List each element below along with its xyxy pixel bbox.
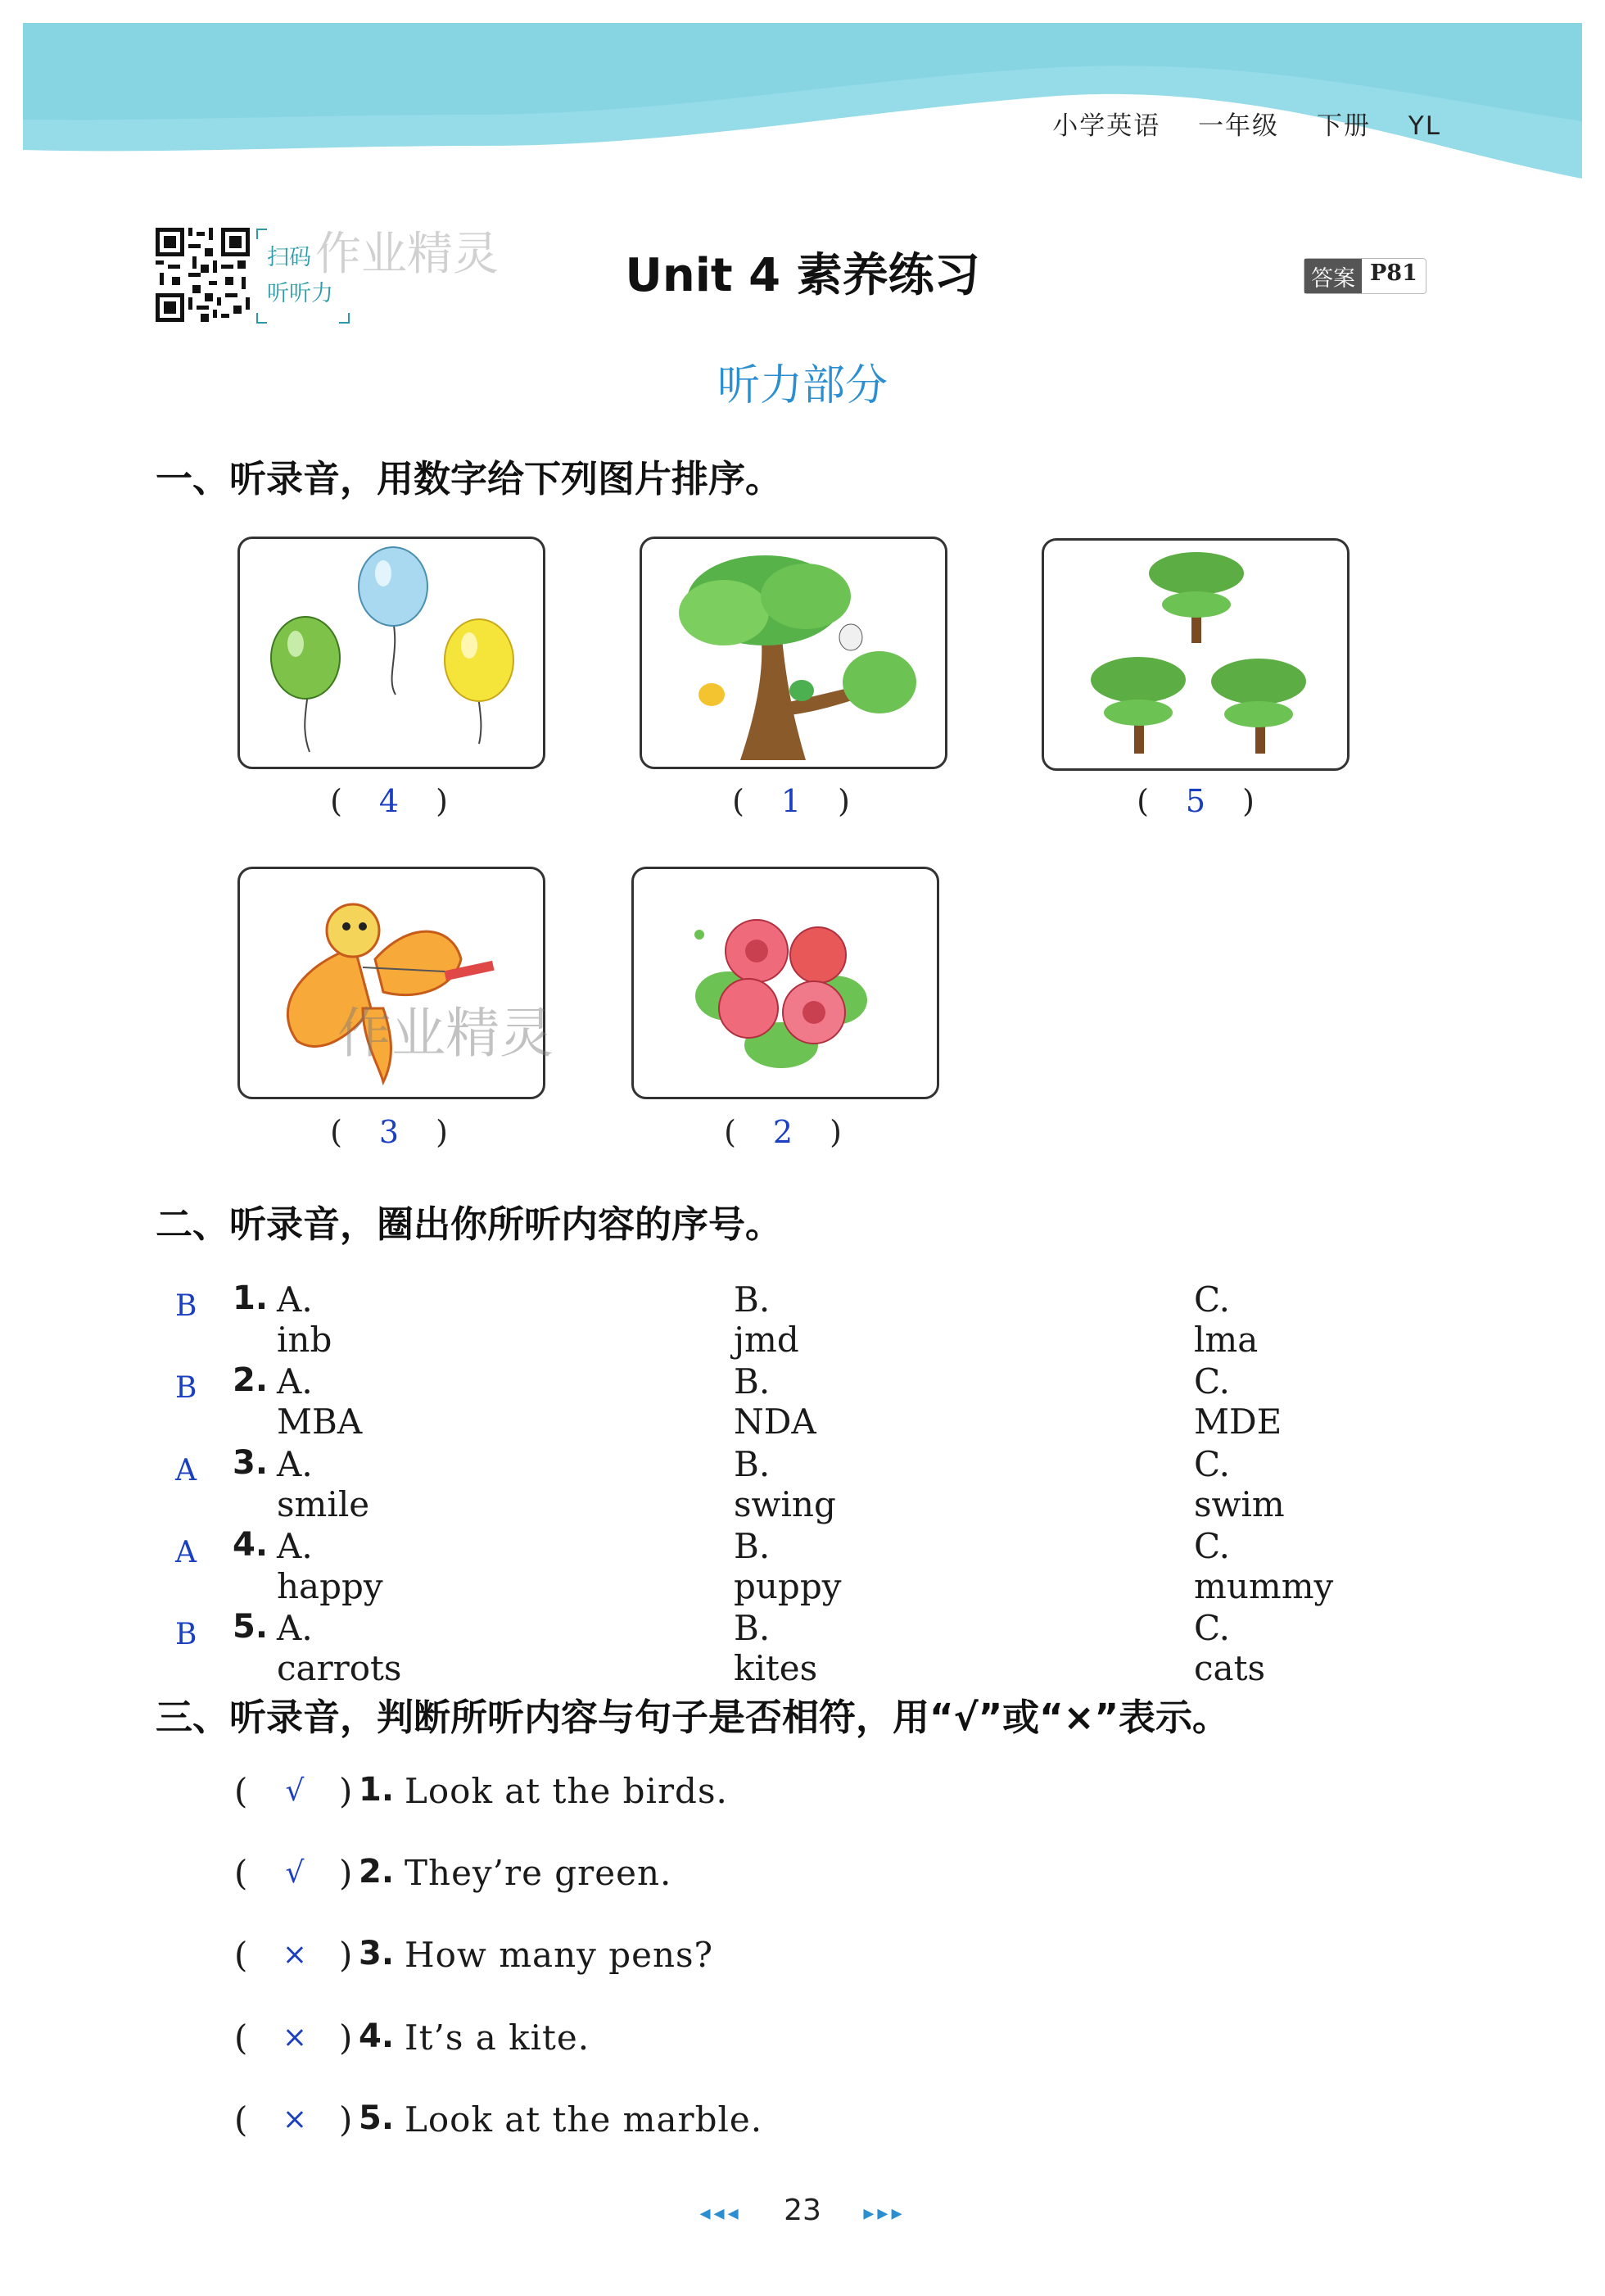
watermark-logo: 作业精灵 — [337, 1002, 554, 1065]
option-c[interactable]: C. mummy — [1194, 1526, 1334, 1606]
part1-heading: 一、听录音，用数字给下列图片排序。 — [156, 457, 783, 500]
picture-answer-1[interactable]: ( 4 ) — [330, 783, 448, 819]
question-number: 1. — [233, 1279, 269, 1317]
question-number: 4. — [359, 2017, 395, 2055]
flowers-image — [631, 867, 939, 1099]
written-answer: A — [175, 1536, 197, 1569]
watermark-logo: 作业精灵 — [315, 228, 499, 281]
picture-answer-5[interactable]: ( 2 ) — [724, 1114, 842, 1150]
series-grade: 一年级 — [1198, 111, 1280, 141]
answer-value: 5 — [1185, 783, 1206, 819]
written-answer: A — [175, 1454, 197, 1488]
answer-label: 答案 — [1304, 259, 1362, 293]
series-label — [1052, 105, 1441, 142]
page-footer — [0, 2194, 1605, 2227]
sentence-text: Look at the birds. — [405, 1771, 728, 1811]
next-page-arrows-icon[interactable]: ▸▸▸ — [863, 2201, 906, 2226]
option-c[interactable]: C. MDE — [1194, 1361, 1282, 1442]
question-number: 5. — [359, 2099, 395, 2137]
part2-heading: 二、听录音，圈出你所听内容的序号。 — [156, 1202, 783, 1246]
picture-answer-2[interactable]: ( 1 ) — [732, 783, 850, 819]
judge-mark[interactable]: × — [282, 2021, 308, 2054]
question-number: 5. — [233, 1608, 269, 1646]
option-b[interactable]: B. swing — [734, 1444, 836, 1524]
series-subject: 小学英语 — [1052, 111, 1161, 141]
answer-value: 2 — [772, 1114, 793, 1150]
answer-value: 4 — [378, 783, 400, 819]
option-c[interactable]: C. cats — [1194, 1608, 1265, 1688]
option-a[interactable]: A. carrots — [277, 1608, 402, 1688]
question-number: 1. — [359, 1771, 395, 1809]
answer-value: 3 — [378, 1114, 400, 1150]
judge-mark[interactable]: √ — [285, 1774, 305, 1808]
picture-answer-3[interactable]: ( 5 ) — [1137, 783, 1255, 819]
sentence-text: They’re green. — [405, 1853, 672, 1893]
question-number: 2. — [233, 1361, 269, 1399]
question-number: 3. — [233, 1444, 269, 1482]
question-number: 4. — [233, 1526, 269, 1564]
question-number: 2. — [359, 1853, 395, 1891]
answer-page: P81 — [1370, 260, 1417, 286]
option-a[interactable]: A. smile — [277, 1444, 370, 1524]
scan-label: 扫码 — [267, 245, 311, 270]
sentence-text: It’s a kite. — [405, 2017, 590, 2058]
picture-answer-4[interactable]: ( 3 ) — [330, 1114, 448, 1150]
option-b[interactable]: B. jmd — [734, 1279, 799, 1360]
judge-mark[interactable]: √ — [285, 1856, 305, 1890]
sentence-text: How many pens? — [405, 1935, 714, 1975]
answer-value: 1 — [780, 783, 802, 819]
option-c[interactable]: C. lma — [1194, 1279, 1259, 1360]
part3-heading: 三、听录音，判断所听内容与句子是否相符，用“√”或“×”表示。 — [156, 1696, 1230, 1739]
page-title: Unit 4 素养练习 — [625, 249, 980, 302]
sentence-text: Look at the marble. — [405, 2099, 763, 2140]
balloons-image — [237, 537, 545, 769]
option-a[interactable]: A. happy — [277, 1526, 383, 1606]
option-b[interactable]: B. puppy — [734, 1526, 842, 1606]
written-answer: B — [175, 1618, 197, 1651]
prev-page-arrows-icon[interactable]: ◂◂◂ — [699, 2201, 742, 2226]
option-b[interactable]: B. NDA — [734, 1361, 816, 1442]
option-b[interactable]: B. kites — [734, 1608, 818, 1688]
page-number: 23 — [784, 2194, 821, 2227]
three-trees-image — [1042, 538, 1350, 771]
option-a[interactable]: A. inb — [277, 1279, 332, 1360]
written-answer: B — [175, 1371, 197, 1405]
question-number: 3. — [359, 1935, 395, 1972]
series-volume: 下册 — [1316, 111, 1371, 141]
judge-mark[interactable]: × — [282, 2103, 308, 2136]
section-title: 听力部分 — [717, 361, 888, 410]
tree-birds-image — [640, 537, 947, 769]
judge-mark[interactable]: × — [282, 1938, 308, 1972]
listen-label: 听听力 — [267, 281, 333, 306]
option-c[interactable]: C. swim — [1194, 1444, 1285, 1524]
answer-page-tag[interactable] — [1304, 258, 1426, 294]
option-a[interactable]: A. MBA — [277, 1361, 363, 1442]
written-answer: B — [175, 1289, 197, 1323]
series-edition: YL — [1408, 111, 1441, 141]
